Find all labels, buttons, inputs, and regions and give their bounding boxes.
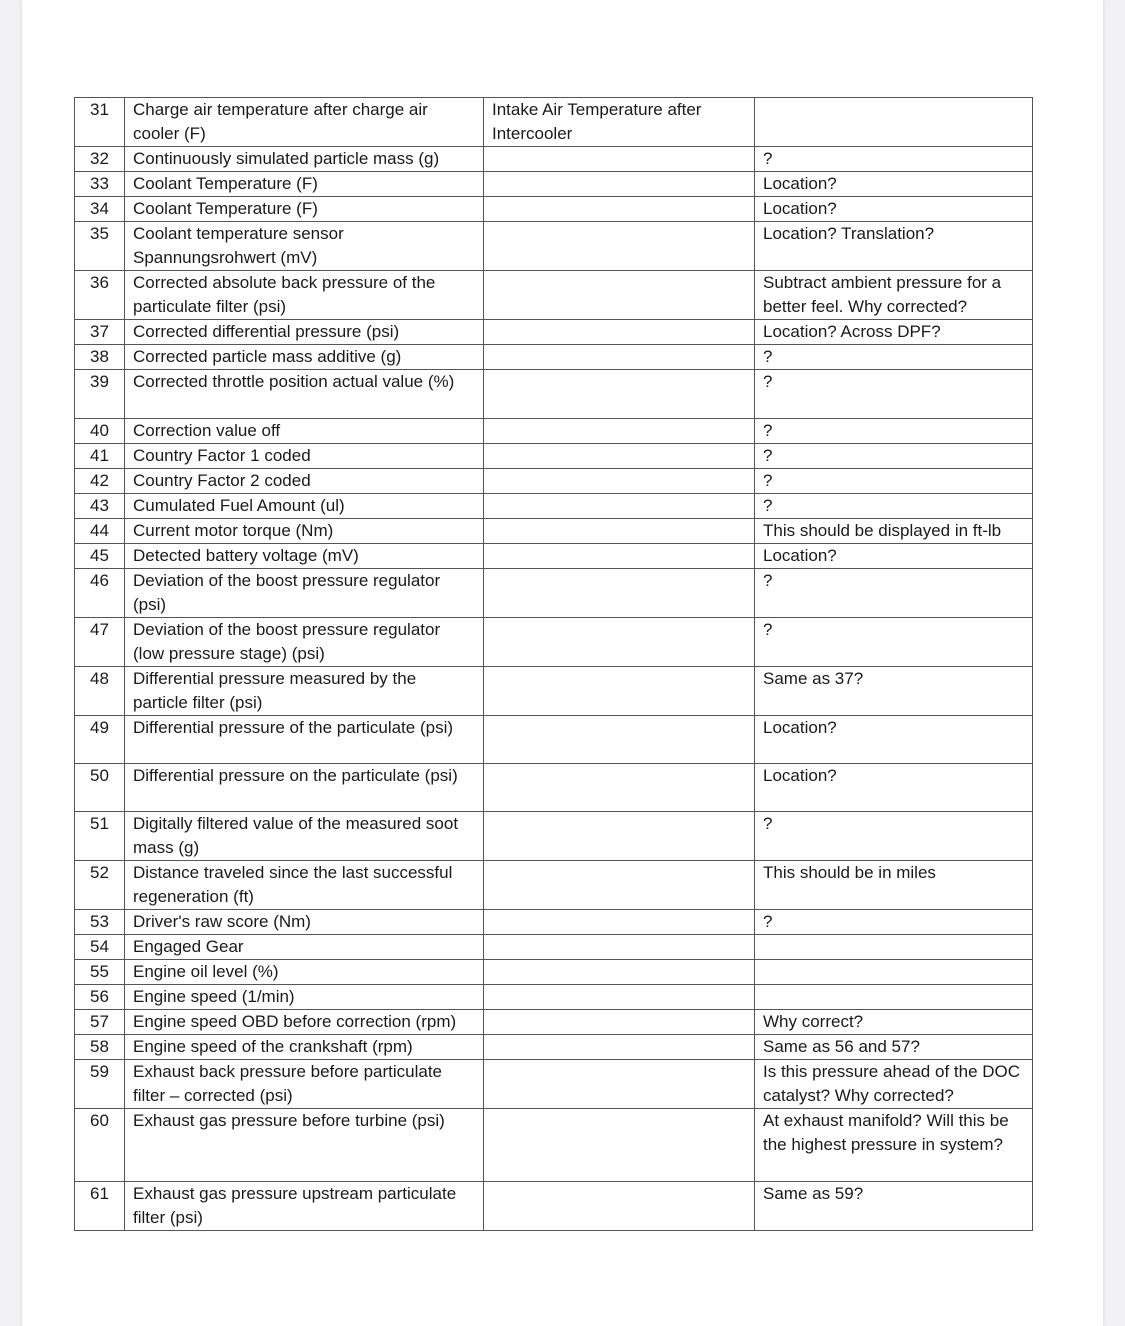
row-number: 42 xyxy=(75,469,125,494)
parameter-name: Deviation of the boost pressure regulator (psi) xyxy=(125,569,484,618)
row-number: 33 xyxy=(75,172,125,197)
row-number: 40 xyxy=(75,419,125,444)
note-cell: ? xyxy=(755,147,1033,172)
table-row xyxy=(75,544,1033,569)
parameter-name: Engine speed (1/min) xyxy=(125,985,484,1010)
note-cell: ? xyxy=(755,494,1033,519)
parameter-name: Exhaust gas pressure upstream particulate filter (psi) xyxy=(125,1182,484,1231)
translation-cell xyxy=(484,222,755,271)
parameter-name: Correction value off xyxy=(125,419,484,444)
note-cell: ? xyxy=(755,569,1033,618)
note-cell: Same as 37? xyxy=(755,667,1033,716)
translation-cell xyxy=(484,910,755,935)
parameter-name: Coolant Temperature (F) xyxy=(125,197,484,222)
row-number: 38 xyxy=(75,345,125,370)
translation-cell xyxy=(484,618,755,667)
table-row xyxy=(75,345,1033,370)
table-row xyxy=(75,370,1033,419)
parameter-name: Digitally filtered value of the measured soot mass (g) xyxy=(125,812,484,861)
row-number: 35 xyxy=(75,222,125,271)
note-cell: This should be in miles xyxy=(755,861,1033,910)
note-cell: ? xyxy=(755,812,1033,861)
note-cell: Location? xyxy=(755,172,1033,197)
translation-cell xyxy=(484,370,755,419)
translation-cell xyxy=(484,960,755,985)
note-cell: ? xyxy=(755,444,1033,469)
table-row xyxy=(75,444,1033,469)
note-cell: ? xyxy=(755,910,1033,935)
note-cell: Location? Translation? xyxy=(755,222,1033,271)
row-number: 61 xyxy=(75,1182,125,1231)
translation-cell xyxy=(484,861,755,910)
table-row xyxy=(75,812,1033,861)
table-row xyxy=(75,618,1033,667)
table-row xyxy=(75,98,1033,147)
note-cell: At exhaust manifold? Will this be the highest pressure in system? xyxy=(755,1109,1033,1182)
table-row xyxy=(75,419,1033,444)
parameter-table xyxy=(74,97,1033,1231)
translation-cell: Intake Air Temperature after Intercooler xyxy=(484,98,755,147)
row-number: 46 xyxy=(75,569,125,618)
parameter-name: Differential pressure of the particulate (psi) xyxy=(125,716,484,764)
note-cell xyxy=(755,935,1033,960)
table-row xyxy=(75,469,1033,494)
row-number: 34 xyxy=(75,197,125,222)
parameter-name: Engine speed of the crankshaft (rpm) xyxy=(125,1035,484,1060)
note-cell xyxy=(755,960,1033,985)
translation-cell xyxy=(484,544,755,569)
table-body xyxy=(75,98,1033,1231)
note-cell: Location? xyxy=(755,764,1033,812)
note-cell: Why correct? xyxy=(755,1010,1033,1035)
table-row xyxy=(75,960,1033,985)
parameter-name: Coolant temperature sensor Spannungsrohwert (mV) xyxy=(125,222,484,271)
table-row xyxy=(75,1182,1033,1231)
note-cell: ? xyxy=(755,370,1033,419)
parameter-name: Deviation of the boost pressure regulator (low pressure stage) (psi) xyxy=(125,618,484,667)
row-number: 50 xyxy=(75,764,125,812)
note-cell: Same as 56 and 57? xyxy=(755,1035,1033,1060)
row-number: 36 xyxy=(75,271,125,320)
table-row xyxy=(75,172,1033,197)
row-number: 53 xyxy=(75,910,125,935)
table-row xyxy=(75,1010,1033,1035)
note-cell: ? xyxy=(755,618,1033,667)
translation-cell xyxy=(484,519,755,544)
table-row xyxy=(75,519,1033,544)
parameter-name: Corrected differential pressure (psi) xyxy=(125,320,484,345)
translation-cell xyxy=(484,716,755,764)
parameter-name: Coolant Temperature (F) xyxy=(125,172,484,197)
row-number: 56 xyxy=(75,985,125,1010)
table-row xyxy=(75,494,1033,519)
parameter-name: Continuously simulated particle mass (g) xyxy=(125,147,484,172)
table-row xyxy=(75,569,1033,618)
note-cell: ? xyxy=(755,469,1033,494)
row-number: 51 xyxy=(75,812,125,861)
note-cell: Location? Across DPF? xyxy=(755,320,1033,345)
translation-cell xyxy=(484,172,755,197)
note-cell: Same as 59? xyxy=(755,1182,1033,1231)
translation-cell xyxy=(484,812,755,861)
parameter-name: Engaged Gear xyxy=(125,935,484,960)
note-cell: Location? xyxy=(755,716,1033,764)
parameter-name: Distance traveled since the last successful regeneration (ft) xyxy=(125,861,484,910)
parameter-name: Corrected particle mass additive (g) xyxy=(125,345,484,370)
translation-cell xyxy=(484,1060,755,1109)
parameter-name: Current motor torque (Nm) xyxy=(125,519,484,544)
translation-cell xyxy=(484,569,755,618)
translation-cell xyxy=(484,469,755,494)
table-row xyxy=(75,935,1033,960)
table-row xyxy=(75,910,1033,935)
note-cell: ? xyxy=(755,419,1033,444)
parameter-name: Country Factor 2 coded xyxy=(125,469,484,494)
row-number: 52 xyxy=(75,861,125,910)
table-row xyxy=(75,1109,1033,1182)
table-row xyxy=(75,147,1033,172)
row-number: 54 xyxy=(75,935,125,960)
table-row xyxy=(75,271,1033,320)
table-row xyxy=(75,716,1033,764)
parameter-name: Differential pressure on the particulate (psi) xyxy=(125,764,484,812)
note-cell: Location? xyxy=(755,544,1033,569)
parameter-name: Detected battery voltage (mV) xyxy=(125,544,484,569)
row-number: 41 xyxy=(75,444,125,469)
translation-cell xyxy=(484,1035,755,1060)
parameter-name: Corrected throttle position actual value (%) xyxy=(125,370,484,419)
row-number: 59 xyxy=(75,1060,125,1109)
translation-cell xyxy=(484,1109,755,1182)
translation-cell xyxy=(484,667,755,716)
row-number: 45 xyxy=(75,544,125,569)
note-cell: Location? xyxy=(755,197,1033,222)
table-row xyxy=(75,764,1033,812)
note-cell: Subtract ambient pressure for a better feel. Why corrected? xyxy=(755,271,1033,320)
parameter-name: Engine oil level (%) xyxy=(125,960,484,985)
row-number: 37 xyxy=(75,320,125,345)
parameter-name: Cumulated Fuel Amount (ul) xyxy=(125,494,484,519)
parameter-name: Corrected absolute back pressure of the particulate filter (psi) xyxy=(125,271,484,320)
note-cell xyxy=(755,985,1033,1010)
row-number: 44 xyxy=(75,519,125,544)
translation-cell xyxy=(484,1010,755,1035)
row-number: 58 xyxy=(75,1035,125,1060)
translation-cell xyxy=(484,419,755,444)
note-cell: This should be displayed in ft-lb xyxy=(755,519,1033,544)
parameter-name: Country Factor 1 coded xyxy=(125,444,484,469)
note-cell xyxy=(755,98,1033,147)
note-cell: Is this pressure ahead of the DOC catalyst? Why corrected? xyxy=(755,1060,1033,1109)
translation-cell xyxy=(484,345,755,370)
row-number: 60 xyxy=(75,1109,125,1182)
translation-cell xyxy=(484,320,755,345)
table-row xyxy=(75,222,1033,271)
parameter-name: Engine speed OBD before correction (rpm) xyxy=(125,1010,484,1035)
translation-cell xyxy=(484,494,755,519)
parameter-name: Exhaust back pressure before particulate filter – corrected (psi) xyxy=(125,1060,484,1109)
note-cell: ? xyxy=(755,345,1033,370)
translation-cell xyxy=(484,985,755,1010)
row-number: 31 xyxy=(75,98,125,147)
row-number: 57 xyxy=(75,1010,125,1035)
parameter-name: Exhaust gas pressure before turbine (psi) xyxy=(125,1109,484,1182)
row-number: 39 xyxy=(75,370,125,419)
table-row xyxy=(75,1060,1033,1109)
row-number: 32 xyxy=(75,147,125,172)
table-row xyxy=(75,861,1033,910)
parameter-name: Differential pressure measured by the particle filter (psi) xyxy=(125,667,484,716)
row-number: 49 xyxy=(75,716,125,764)
parameter-name: Charge air temperature after charge air cooler (F) xyxy=(125,98,484,147)
translation-cell xyxy=(484,197,755,222)
translation-cell xyxy=(484,764,755,812)
table-row xyxy=(75,320,1033,345)
translation-cell xyxy=(484,271,755,320)
table-row xyxy=(75,1035,1033,1060)
parameter-name: Driver's raw score (Nm) xyxy=(125,910,484,935)
row-number: 55 xyxy=(75,960,125,985)
translation-cell xyxy=(484,147,755,172)
translation-cell xyxy=(484,935,755,960)
row-number: 43 xyxy=(75,494,125,519)
translation-cell xyxy=(484,444,755,469)
table-row xyxy=(75,985,1033,1010)
table-row xyxy=(75,197,1033,222)
translation-cell xyxy=(484,1182,755,1231)
row-number: 47 xyxy=(75,618,125,667)
table-row xyxy=(75,667,1033,716)
row-number: 48 xyxy=(75,667,125,716)
